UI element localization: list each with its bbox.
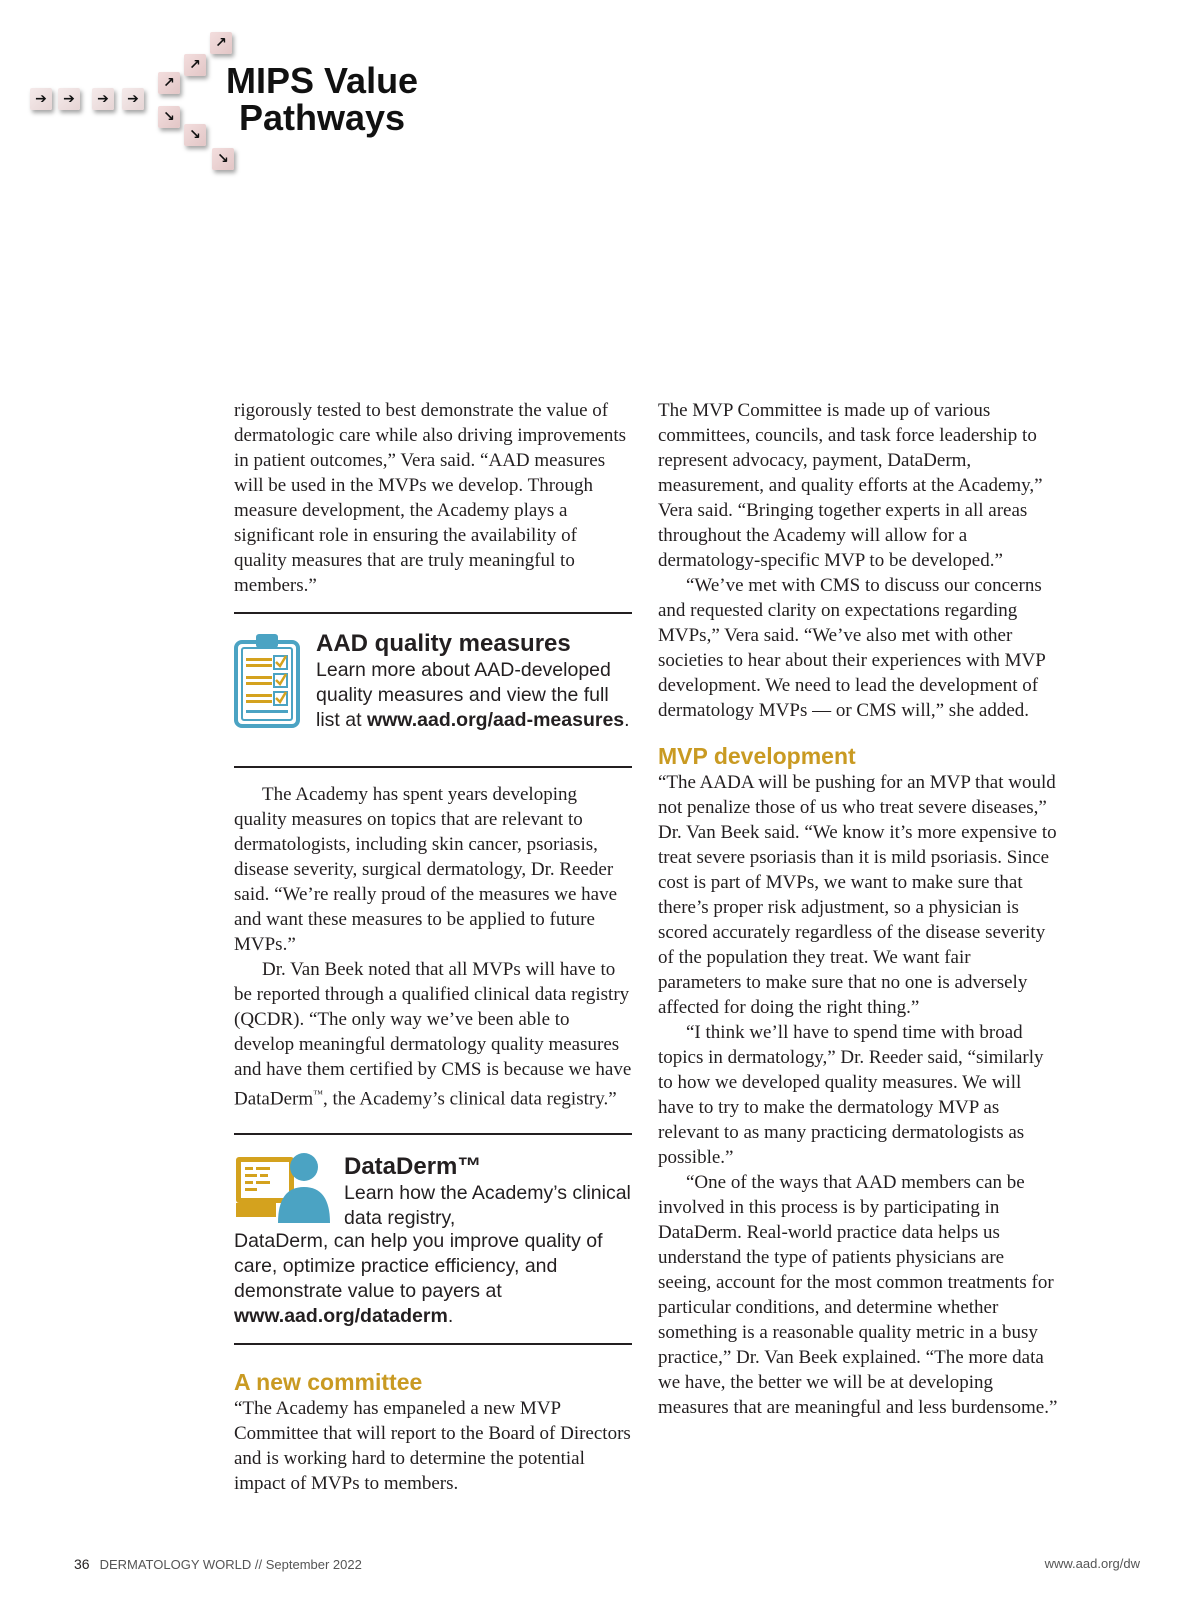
dataderm-link[interactable]: www.aad.org/dataderm <box>234 1305 448 1328</box>
dataderm-registry-icon <box>234 1153 334 1225</box>
footer-left <box>74 1556 362 1572</box>
arrow-up-right-icon: ↗ <box>210 32 232 54</box>
callout-end: . <box>624 709 630 731</box>
paragraph: “The Academy has empaneled a new MVP Committee that will report to the Board of Directors and is working hard to determine the potential impact of MVPs to members. <box>234 1398 631 1495</box>
divider <box>234 1343 632 1345</box>
page-title-line2: Pathways <box>239 97 406 138</box>
arrow-down-right-icon: ↘ <box>158 106 180 128</box>
callout-heading: AAD quality measures <box>316 630 571 657</box>
arrow-right-icon: ➔ <box>122 88 144 110</box>
callout-body: Learn how the Academy’s clinical data registry, <box>344 1182 631 1230</box>
callout-dataderm <box>234 1135 632 1343</box>
arrow-down-right-icon: ↘ <box>184 124 206 146</box>
right-column <box>658 398 1058 1420</box>
arrow-down-right-icon: ↘ <box>212 148 234 170</box>
callout-dataderm-heading-text <box>344 1153 634 1231</box>
left-column <box>234 398 632 1496</box>
clipboard-checklist-icon <box>234 632 300 730</box>
page-title <box>226 62 418 136</box>
paragraph-text: , the Academy’s clinical data registry.” <box>322 1088 617 1110</box>
paragraph: “We’ve met with CMS to discuss our concerns and requested clarity on expectations regarding MVPs,” Vera said. “We’ve also met with other societies to hear about their experiences with MVP development. We need to lead the development of dermatology MVPs — or CMS will,” she added. <box>658 575 1046 721</box>
paragraph: “I think we’ll have to spend time with broad topics in dermatology,” Dr. Reeder said, “similarly to how we developed quality measures. We will have to try to make the dermatology MVP as relevant to as many practicing dermatologists as possible.” <box>658 1022 1044 1168</box>
paragraph-text: Dr. Van Beek noted that all MVPs will have to be reported through a qualified clinical data registry (QCDR). “The only way we’ve been able to develop meaningful dermatology quality measures and have them certified by CMS is because we have DataDerm <box>234 959 632 1110</box>
footer-url[interactable]: www.aad.org/dw <box>1044 1556 1140 1571</box>
arrow-right-icon: ➔ <box>92 88 114 110</box>
paragraph: “One of the ways that AAD members can be involved in this process is by participating in DataDerm. Real-world practice data helps us understand the type of patients physicians are seeing, account for the most common treatments for particular conditions, and determine whether something is a reasonable quality metric in a busy practice,” Dr. Van Beek explained. “The more data we have, the better we will be at developing measures that are meaningful and less burdensome.” <box>658 1172 1058 1418</box>
section-heading-new-committee: A new committee <box>234 1369 423 1396</box>
paragraph: “The AADA will be pushing for an MVP that would not penalize those of us who treat severe diseases,” Dr. Van Beek said. “We know it’s more expensive to treat severe psoriasis than it is mild psoriasis. Since cost is part of MVPs, we want to make sure that there’s proper risk adjustment, so a physician is scored accurately regardless of the disease severity of the population they treat. We want fair parameters to make sure that no one is adversely affected for doing the right thing.” <box>658 772 1057 1018</box>
callout-dataderm-body-text <box>234 1229 634 1329</box>
paragraph: rigorously tested to best demonstrate the value of dermatologic care while also driving improvements in patient outcomes,” Vera said. “AAD measures will be used in the MVPs we develop. Through measure development, the Academy plays a significant role in ensuring the availability of quality measures that are truly meaningful to members.” <box>234 400 627 596</box>
callout-end: . <box>447 1305 454 1328</box>
paragraph <box>234 957 632 1111</box>
paragraph: The Academy has spent years developing quality measures on topics that are relevant to dermatologists, including skin cancer, psoriasis, disease severity, surgical dermatology, Dr. Reeder said. “We’re really proud of the measures we have and want these measures to be applied to future MVPs.” <box>234 784 618 955</box>
arrow-right-icon: ➔ <box>58 88 80 110</box>
callout-body: Learn more about AAD-developed quality measures and view the full list at <box>316 659 611 731</box>
aad-measures-link[interactable]: www.aad.org/aad-measures <box>366 709 625 731</box>
callout-body: DataDerm, can help you improve quality of care, optimize practice efficiency, and demonstrate value to payers at <box>234 1230 603 1303</box>
arrow-up-right-icon: ↗ <box>184 54 206 76</box>
callout-aad-text <box>316 630 634 733</box>
arrow-up-right-icon: ↗ <box>158 72 180 94</box>
divider <box>234 766 632 768</box>
paragraph: The MVP Committee is made up of various committees, councils, and task force leadership to represent advocacy, payment, DataDerm, measurement, and quality efforts at the Academy,” Vera said. “Bringing together experts in all areas throughout the Academy will allow for a dermatology-specific MVP to be developed.” <box>658 400 1043 571</box>
publication-info: DERMATOLOGY WORLD // September 2022 <box>99 1557 362 1572</box>
trademark-mark: ™ <box>313 1089 323 1100</box>
callout-aad-quality-measures <box>234 614 632 766</box>
callout-heading: DataDerm™ <box>344 1153 482 1181</box>
page-number: 36 <box>74 1556 90 1572</box>
section-heading-mvp-development: MVP development <box>658 743 856 769</box>
page-title-line1: MIPS Value <box>226 60 419 101</box>
arrow-right-icon: ➔ <box>30 88 52 110</box>
